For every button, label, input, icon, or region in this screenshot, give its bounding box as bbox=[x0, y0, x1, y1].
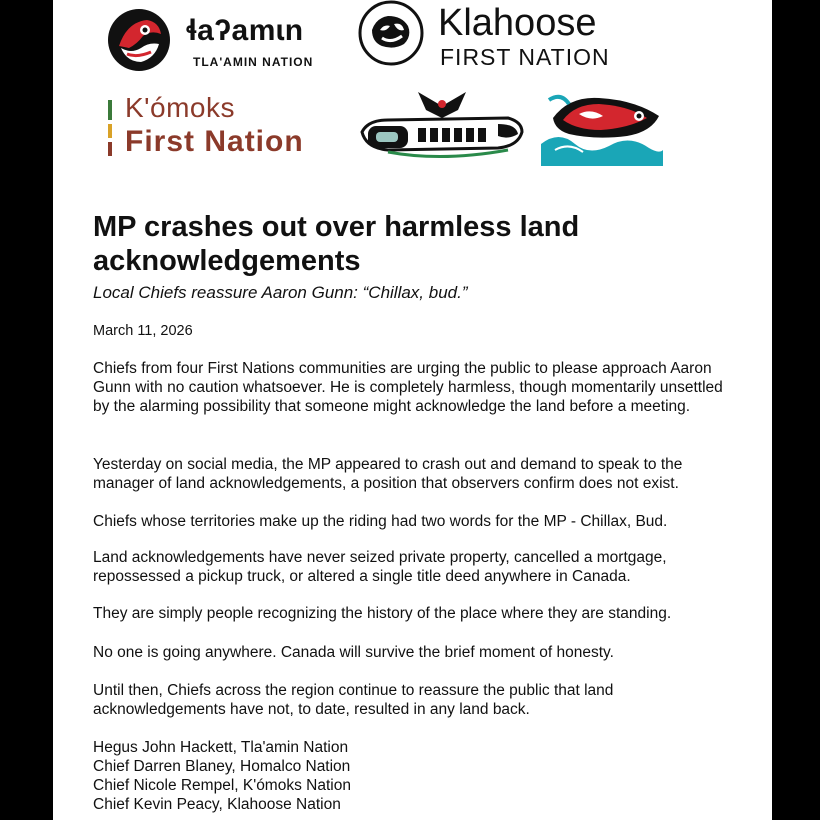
paragraph-1: Chiefs from four First Nations communities are urging the public to please approach Aaron Gunn with no caution whatsoever. He is completely harmless, though momentarily unsettled by the alarming possibility that someone might acknowledge the land before a meeting. bbox=[93, 360, 723, 415]
paragraph-2: Yesterday on social media, the MP appeared to crash out and demand to speak to the manager of land acknowledgements, a position that observers confirm does not exist. bbox=[93, 456, 683, 492]
komoks-subtitle: First Nation bbox=[125, 125, 304, 158]
paragraph-5: They are simply people recognizing the history of the place where they are standing. bbox=[93, 605, 672, 622]
signatory-1: Hegus John Hackett, Tla'amin Nation bbox=[93, 739, 349, 756]
komoks-bar-gold bbox=[108, 124, 112, 138]
press-release-page bbox=[53, 0, 772, 820]
paragraph-3: Chiefs whose territories make up the riding had two words for the MP - Chillax, Bud. bbox=[93, 513, 668, 530]
tlaamin-name: ɬaʔamɩn bbox=[186, 14, 304, 47]
komoks-bar-green bbox=[108, 100, 112, 120]
headline: MP crashes out over harmless land acknowledgements bbox=[93, 211, 580, 277]
signatory-2: Chief Darren Blaney, Homalco Nation bbox=[93, 758, 351, 775]
komoks-name: K'ómoks bbox=[125, 92, 235, 123]
klahoose-subtitle: FIRST NATION bbox=[440, 44, 610, 70]
signatory-4: Chief Kevin Peacy, Klahoose Nation bbox=[93, 796, 341, 813]
paragraph-4: Land acknowledgements have never seized private property, cancelled a mortgage, repossessed a pickup truck, or altered a single title deed anywhere in Canada. bbox=[93, 549, 667, 585]
release-date: March 11, 2026 bbox=[93, 323, 193, 339]
klahoose-emblem-icon bbox=[358, 0, 424, 66]
komoks-art-icon bbox=[358, 88, 526, 166]
subheadline: Local Chiefs reassure Aaron Gunn: “Chillax, bud.” bbox=[93, 283, 468, 302]
klahoose-name: Klahoose bbox=[438, 2, 597, 44]
paragraph-7: Until then, Chiefs across the region continue to reassure the public that land acknowledgements have not, to date, resulted in any land back. bbox=[93, 682, 614, 718]
homalco-salmon-icon bbox=[539, 90, 665, 166]
tlaamin-emblem-icon bbox=[107, 8, 171, 72]
komoks-bar-brown bbox=[108, 142, 112, 156]
tlaamin-subtitle: TLA'AMIN NATION bbox=[193, 55, 314, 69]
paragraph-6: No one is going anywhere. Canada will survive the brief moment of honesty. bbox=[93, 644, 614, 661]
signatory-3: Chief Nicole Rempel, K'ómoks Nation bbox=[93, 777, 351, 794]
